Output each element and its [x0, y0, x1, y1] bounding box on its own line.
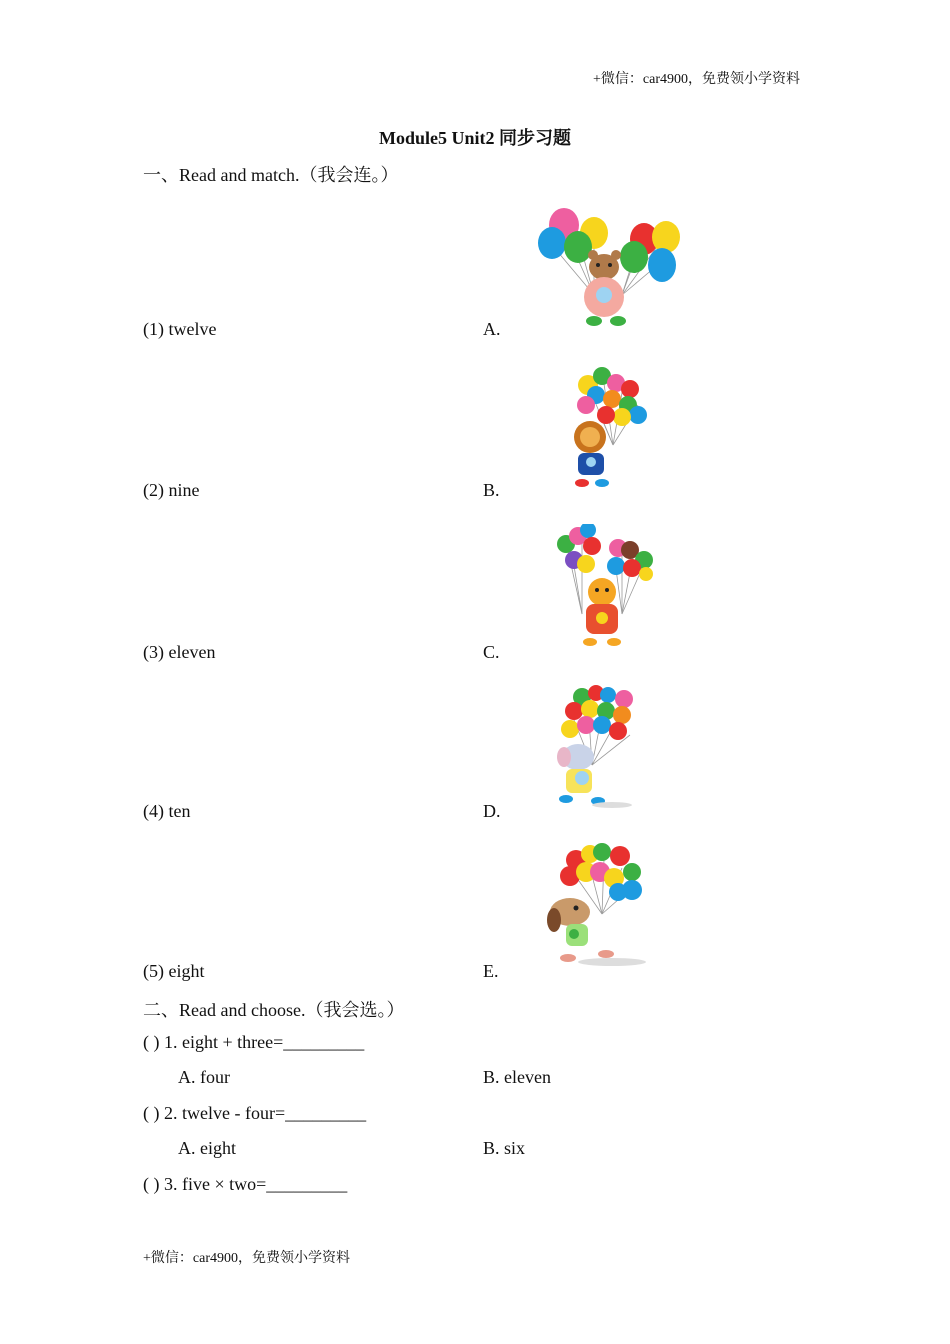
question-1-stem: ( ) 1. eight + three=_________: [143, 1032, 365, 1052]
match-left-1: (1) twelve: [143, 319, 217, 339]
match-right-4: D.: [483, 801, 501, 821]
footer-note: +微信：car4900，免费领小学资料: [143, 1251, 350, 1266]
elephant-balloons-image: [552, 685, 642, 813]
dog-balloons-image: [540, 842, 652, 970]
tiger-balloons-image: [552, 524, 658, 652]
header-note: +微信：car4900，免费领小学资料: [593, 72, 800, 87]
question-1-option-a: A. four: [178, 1067, 230, 1087]
match-left-2: (2) nine: [143, 480, 200, 500]
match-right-3: C.: [483, 642, 500, 662]
section2-heading: 二、Read and choose.（我会选。）: [143, 1000, 405, 1020]
section1-heading: 一、Read and match.（我会连。）: [143, 165, 399, 185]
match-left-4: (4) ten: [143, 801, 191, 821]
page-title: Module5 Unit2 同步习题: [378, 128, 571, 148]
match-right-1: A.: [483, 319, 501, 339]
question-3-stem: ( ) 3. five × two=_________: [143, 1174, 348, 1194]
question-2-option-b: B. six: [483, 1138, 526, 1158]
match-left-3: (3) eleven: [143, 642, 216, 662]
question-2-stem: ( ) 2. twelve - four=_________: [143, 1103, 367, 1123]
question-2-option-a: A. eight: [178, 1138, 236, 1158]
match-right-2: B.: [483, 480, 500, 500]
match-left-5: (5) eight: [143, 961, 205, 981]
bear-balloons-image: [532, 205, 687, 330]
match-right-5: E.: [483, 961, 499, 981]
question-1-option-b: B. eleven: [483, 1067, 551, 1087]
lion-balloons-image: [568, 365, 653, 493]
